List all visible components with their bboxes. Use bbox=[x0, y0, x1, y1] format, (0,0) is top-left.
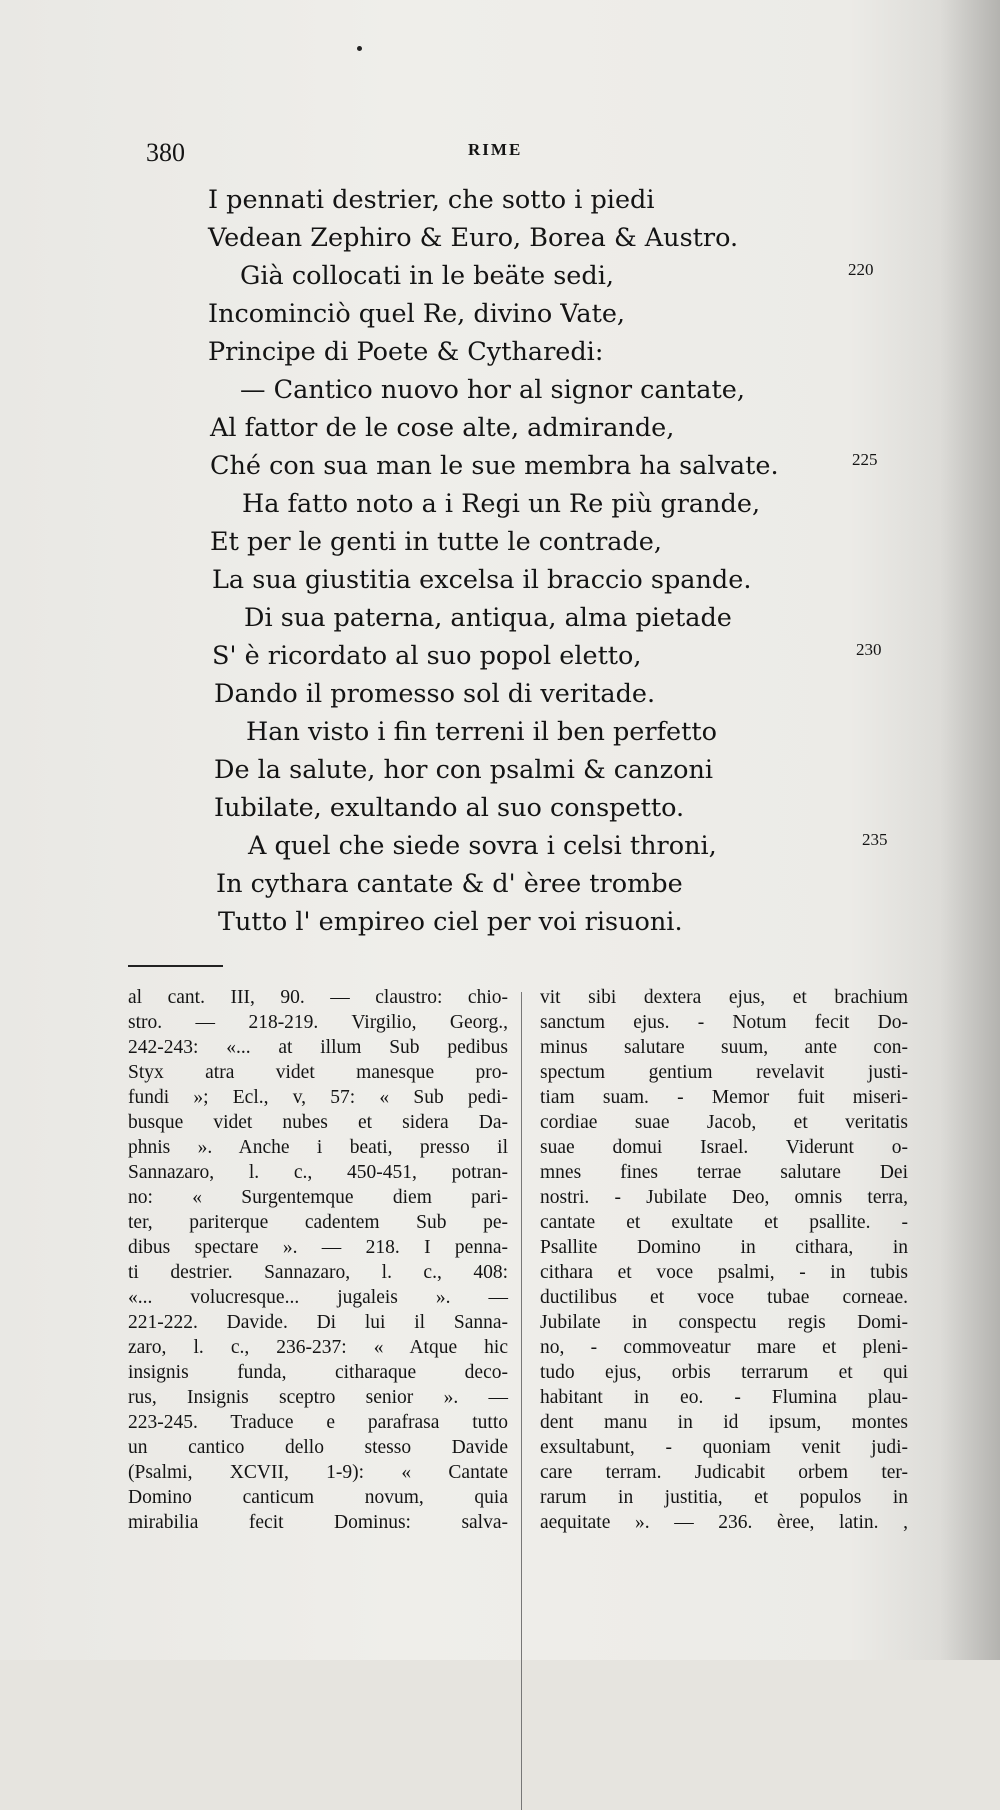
line-number: 225 bbox=[852, 450, 878, 469]
note-line: (Psalmi, XCVII, 1-9): « Cantate bbox=[128, 1462, 508, 1483]
note-line: Psallite Domino in cithara, in bbox=[540, 1237, 908, 1258]
verse-line: Vedean Zephiro & Euro, Borea & Austro. bbox=[208, 223, 739, 253]
note-line: vit sibi dextera ejus, et brachium bbox=[540, 987, 908, 1008]
running-head: RIME bbox=[468, 140, 523, 159]
note-line: ti destrier. Sannazaro, l. c., 408: bbox=[128, 1262, 508, 1283]
note-line: tudo ejus, orbis terrarum et qui bbox=[540, 1362, 908, 1383]
verse-line: Al fattor de le cose alte, admirande, bbox=[210, 413, 675, 443]
verse-line: I pennati destrier, che sotto i piedi bbox=[208, 185, 655, 215]
note-line: 221-222. Davide. Di lui il Sanna- bbox=[128, 1312, 508, 1333]
verse-line: Incominciò quel Re, divino Vate, bbox=[208, 299, 626, 329]
verse-line: Tutto l' empireo ciel per voi risuoni. bbox=[218, 907, 683, 937]
verse-line: Iubilate, exultando al suo conspetto. bbox=[214, 793, 685, 823]
note-line: 223-245. Traduce e parafrasa tutto bbox=[128, 1412, 508, 1433]
note-line: aequitate ». — 236. èree, latin. , bbox=[540, 1512, 908, 1533]
note-line: tiam suam. - Memor fuit miseri- bbox=[540, 1087, 908, 1108]
note-line: ductilibus et voce tubae corneae. bbox=[540, 1287, 908, 1308]
note-line: 242-243: «... at illum Sub pedibus bbox=[128, 1037, 508, 1058]
note-line: Sannazaro, l. c., 450-451, potran- bbox=[128, 1162, 508, 1183]
note-line: no: « Surgentemque diem pari- bbox=[128, 1187, 508, 1208]
note-line: dibus spectare ». — 218. I penna- bbox=[128, 1237, 508, 1258]
note-line: phnis ». Anche i beati, presso il bbox=[128, 1137, 508, 1158]
note-line: al cant. III, 90. — claustro: chio- bbox=[128, 987, 508, 1008]
note-line: insignis funda, citharaque deco- bbox=[128, 1362, 508, 1383]
note-line: busque videt nubes et sidera Da- bbox=[128, 1112, 508, 1133]
verse-line: A quel che siede sovra i celsi throni, bbox=[248, 831, 717, 861]
verse-line: Ché con sua man le sue membra ha salvate. bbox=[210, 451, 779, 481]
footnote-rule bbox=[128, 965, 223, 967]
note-line: Domino canticum novum, quia bbox=[128, 1487, 508, 1508]
note-line: rarum in justitia, et populos in bbox=[540, 1487, 908, 1508]
notes-right-column bbox=[540, 985, 908, 1535]
note-line: exsultabunt, - quoniam venit judi- bbox=[540, 1437, 908, 1458]
verse-line: Han visto i fin terreni il ben perfetto bbox=[246, 717, 717, 747]
note-line: mirabilia fecit Dominus: salva- bbox=[128, 1512, 508, 1533]
note-line: Styx atra videt manesque pro- bbox=[128, 1062, 508, 1083]
verse-line: La sua giustitia excelsa il braccio spande. bbox=[212, 565, 752, 595]
note-line: sanctum ejus. - Notum fecit Do- bbox=[540, 1012, 908, 1033]
verse-line: De la salute, hor con psalmi & canzoni bbox=[214, 755, 714, 785]
verse-line: — Cantico nuovo hor al signor cantate, bbox=[240, 375, 745, 405]
note-line: cantate et exultate et psallite. - bbox=[540, 1212, 908, 1233]
note-line: minus salutare suum, ante con- bbox=[540, 1037, 908, 1058]
verse-line: Di sua paterna, antiqua, alma pietade bbox=[244, 603, 732, 633]
verse-line: Dando il promesso sol di veritade. bbox=[214, 679, 656, 709]
note-line: habitant in eo. - Flumina plau- bbox=[540, 1387, 908, 1408]
note-line: suae domui Israel. Viderunt o- bbox=[540, 1137, 908, 1158]
note-line: dent manu in id ipsum, montes bbox=[540, 1412, 908, 1433]
note-line: zaro, l. c., 236-237: « Atque hic bbox=[128, 1337, 508, 1358]
line-number: 220 bbox=[848, 260, 874, 279]
note-line: fundi »; Ecl., v, 57: « Sub pedi- bbox=[128, 1087, 508, 1108]
note-line: stro. — 218-219. Virgilio, Georg., bbox=[128, 1012, 508, 1033]
verse-line: Già collocati in le beäte sedi, bbox=[240, 261, 614, 291]
note-line: nostri. - Jubilate Deo, omnis terra, bbox=[540, 1187, 908, 1208]
note-line: no, - commoveatur mare et pleni- bbox=[540, 1337, 908, 1358]
note-line: Jubilate in conspectu regis Domi- bbox=[540, 1312, 908, 1333]
line-number: 230 bbox=[856, 640, 882, 659]
verse-line: Ha fatto noto a i Regi un Re più grande, bbox=[242, 489, 761, 519]
ink-dot bbox=[357, 46, 362, 51]
note-line: mnes fines terrae salutare Dei bbox=[540, 1162, 908, 1183]
verse-line: In cythara cantate & d' èree trombe bbox=[216, 869, 683, 899]
note-line: ter, pariterque cadentem Sub pe- bbox=[128, 1212, 508, 1233]
note-line: rus, Insignis sceptro senior ». — bbox=[128, 1387, 508, 1408]
verse-line: S' è ricordato al suo popol eletto, bbox=[212, 641, 642, 671]
note-line: cithara et voce psalmi, - in tubis bbox=[540, 1262, 908, 1283]
line-number: 235 bbox=[862, 830, 888, 849]
page-edge-shadow bbox=[940, 0, 1000, 1660]
note-line: «... volucresque... jugaleis ». — bbox=[128, 1287, 508, 1308]
column-separator bbox=[521, 992, 522, 1810]
note-line: care terram. Judicabit orbem ter- bbox=[540, 1462, 908, 1483]
note-line: cordiae suae Jacob, et veritatis bbox=[540, 1112, 908, 1133]
verse-line: Et per le genti in tutte le contrade, bbox=[210, 527, 662, 557]
note-line: un cantico dello stesso Davide bbox=[128, 1437, 508, 1458]
verse-line: Principe di Poete & Cytharedi: bbox=[208, 337, 604, 367]
page-number: 380 bbox=[146, 138, 185, 167]
notes-left-column bbox=[128, 985, 508, 1535]
note-line: spectum gentium revelavit justi- bbox=[540, 1062, 908, 1083]
